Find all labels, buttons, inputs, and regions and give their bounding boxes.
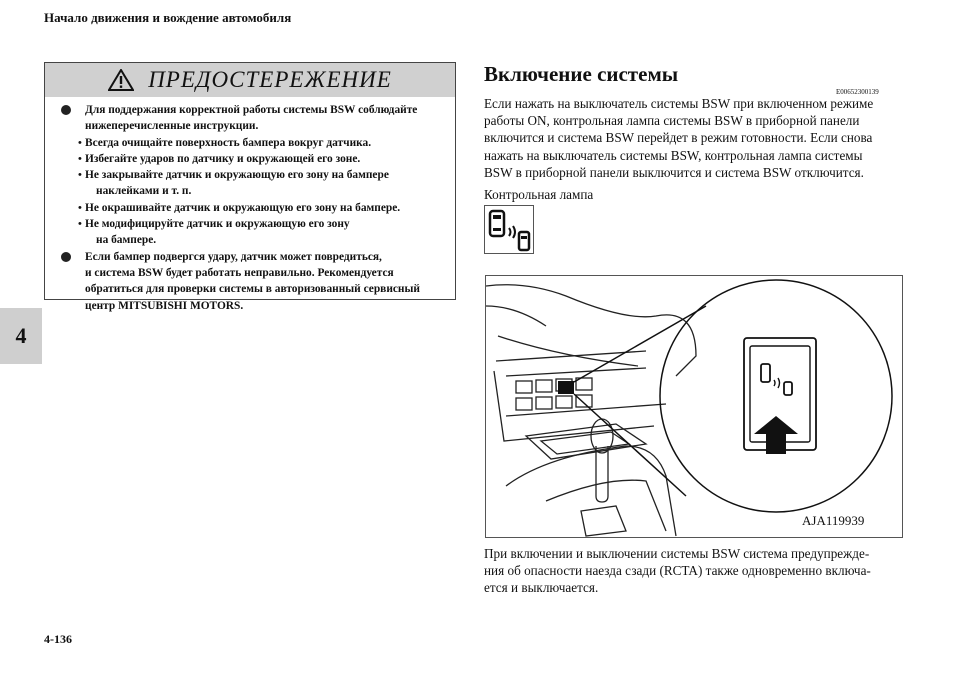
warning-line-text: на бампере.	[96, 234, 157, 247]
bullet-sub-icon: •	[78, 152, 82, 165]
section-code: E00652300139	[836, 88, 879, 96]
body-line: работы ON, контрольная лампа системы BSW в приборной панели	[484, 113, 860, 129]
warning-line-text: Не окрашивайте датчик и окружающую его зону на бампере.	[85, 201, 401, 214]
warning-line-text: Избегайте ударов по датчику и окружающей его зоне.	[85, 152, 361, 165]
illustration-code: AJA119939	[802, 513, 865, 528]
warning-line	[55, 135, 449, 151]
bullet-sub-icon: •	[78, 169, 82, 182]
warning-line-text: обратиться для проверки системы в авторизованный сервисный	[85, 283, 420, 296]
warning-line-text: Для поддержания корректной работы системы BSW соблюдайте	[85, 104, 418, 116]
warning-title: ПРЕДОСТЕРЕЖЕНИЕ	[148, 67, 392, 92]
console-switch-illustration	[485, 275, 903, 538]
warning-line	[55, 151, 449, 167]
bottom-text	[484, 545, 904, 596]
warning-line-text: и система BSW будет работать неправильно. Рекомендуется	[85, 266, 394, 279]
page-number: 4-136	[44, 632, 72, 646]
bullet-sub-icon: •	[78, 136, 82, 149]
warning-line	[55, 183, 449, 199]
bottom-line: ется и выключается.	[484, 580, 599, 595]
warning-line-text: Не закрывайте датчик и окружающую его зону на бампере	[85, 169, 389, 182]
section-body	[484, 95, 904, 181]
bottom-line: При включении и выключении системы BSW система предупрежде-	[484, 546, 870, 561]
bullet-sub-icon: •	[78, 218, 82, 231]
warning-line	[55, 281, 449, 297]
body-line: Если нажать на выключатель системы BSW при включенном режиме	[484, 96, 874, 111]
bullet-dot-icon	[61, 105, 71, 115]
section-title: Включение системы	[484, 62, 679, 86]
warning-box	[44, 62, 456, 312]
warning-line-text: центр MITSUBISHI MOTORS.	[85, 299, 244, 312]
warning-body	[55, 102, 449, 314]
chapter-tab: 4	[0, 308, 42, 364]
body-line: нажать на выключатель системы BSW, контрольная лампа системы	[484, 147, 863, 163]
warning-line-text: Если бампер подвергся удару, датчик может повредиться,	[85, 250, 382, 263]
bottom-line: ния об опасности наезда сзади (RCTA) также одновременно включа-	[484, 563, 871, 578]
warning-line	[55, 118, 449, 134]
warning-line-text: Не модифицируйте датчик и окружающую его зону	[85, 218, 350, 231]
warning-line-text: наклейками и т. п.	[96, 185, 192, 198]
warning-line	[55, 265, 449, 281]
body-line: BSW в приборной панели выключится и система BSW отключится.	[484, 164, 864, 180]
warning-line-text: нижеперечисленные инструкции.	[85, 120, 259, 133]
warning-line	[55, 167, 449, 183]
warning-line	[55, 216, 449, 232]
body-line: включится и система BSW перейдет в режим готовности. Если снова	[484, 130, 873, 146]
warning-line	[55, 249, 449, 265]
running-header: Начало движения и вождение автомобиля	[44, 10, 292, 25]
warning-line	[55, 200, 449, 216]
warning-line	[55, 102, 449, 118]
warning-line	[55, 298, 449, 314]
warning-line	[55, 232, 449, 248]
bsw-lamp-icon	[484, 205, 534, 254]
bullet-sub-icon: •	[78, 201, 82, 214]
warning-line-text: Всегда очищайте поверхность бампера вокруг датчика.	[85, 136, 372, 149]
bullet-dot-icon	[61, 252, 71, 262]
warning-triangle-icon	[108, 69, 134, 91]
lamp-label: Контрольная лампа	[484, 187, 594, 202]
warning-header	[45, 63, 455, 97]
